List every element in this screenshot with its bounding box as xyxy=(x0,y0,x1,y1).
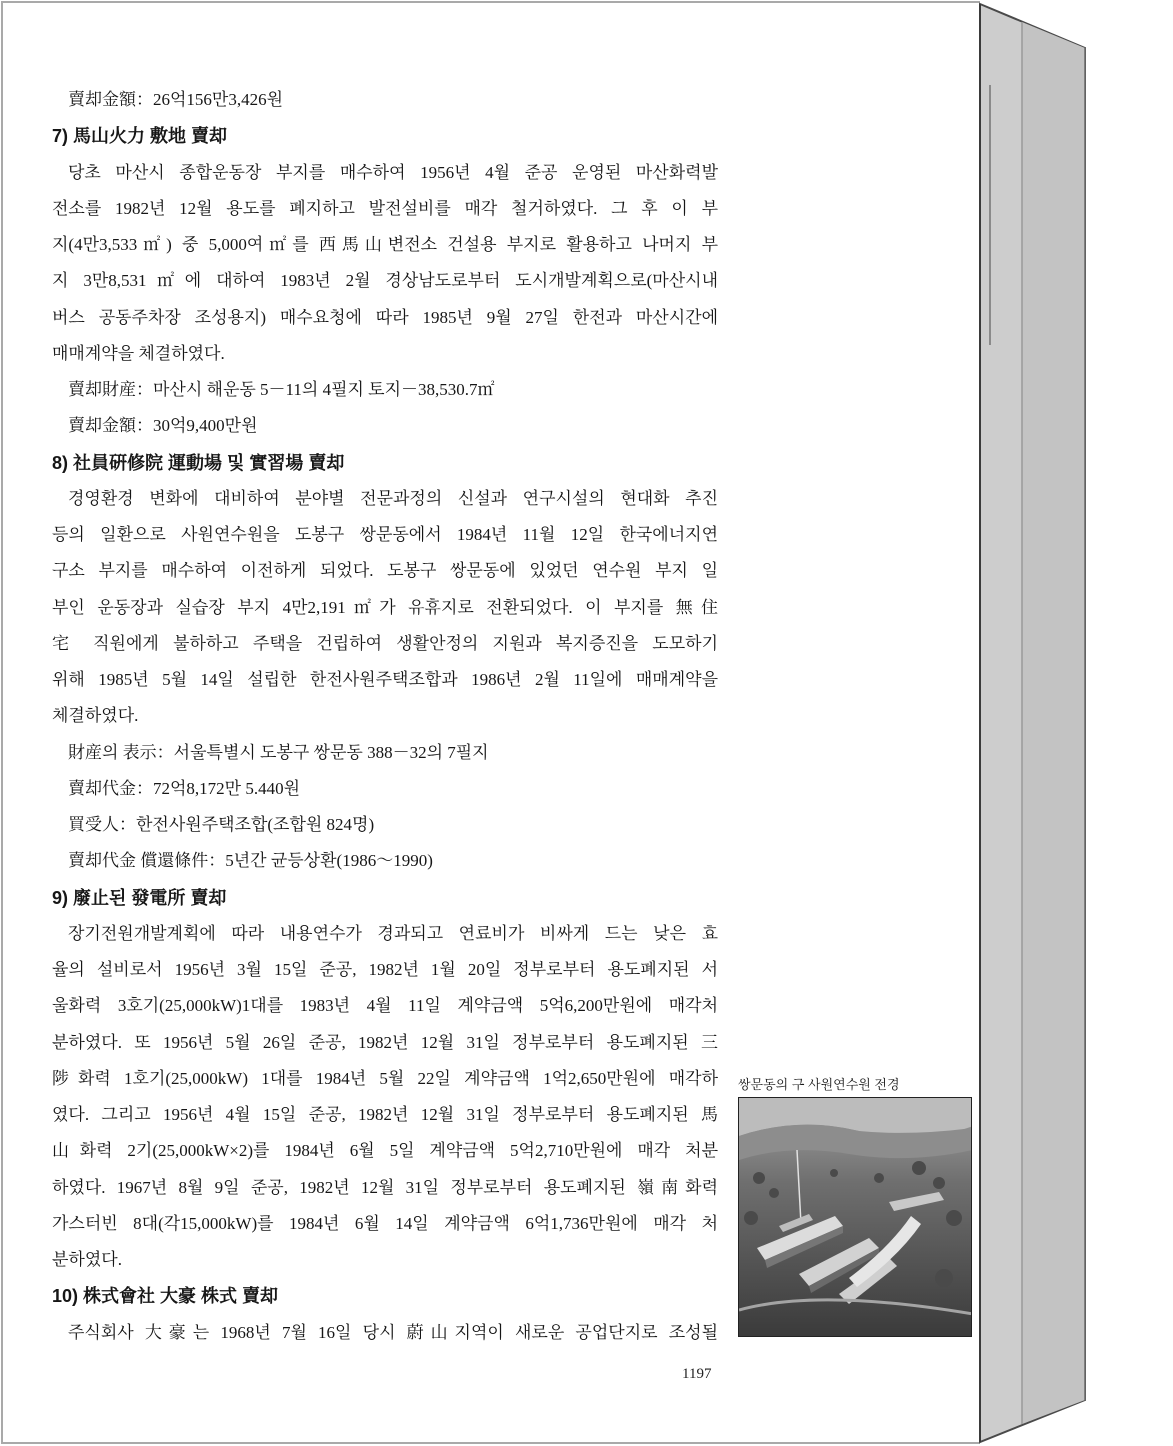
paragraph-line: 가스터빈 8대(각15,000kW)를 1984년 6월 14일 계약금액 6억1,736만원에 매각 처 xyxy=(52,1213,718,1233)
item-line: 賣却代金 償還條件：5년간 균등상환(1986～1990) xyxy=(68,851,433,871)
paragraph-line: 체결하였다. xyxy=(52,706,139,726)
section-heading: 10) 株式會社 大豪 株式 賣却 xyxy=(52,1286,279,1307)
paragraph-line: 등의 일환으로 사원연수원을 도봉구 쌍문동에서 1984년 11월 12일 한국에너지연 xyxy=(52,525,718,544)
paragraph-line: 지 3만8,531㎡에 대하여 1983년 2월 경상남도로부터 도시개발계획으로(마산시내 xyxy=(52,271,718,291)
paragraph-line: 경영환경 변화에 대비하여 분야별 전문과정의 신설과 연구시설의 현대화 추진 xyxy=(68,488,718,508)
paragraph-line: 구소 부지를 매수하여 이전하게 되었다. 도봉구 쌍문동에 있었던 연수원 부지 일 xyxy=(52,561,718,581)
paragraph-line: 위해 1985년 5월 14일 설립한 한전사원주택조합과 1986년 2월 11일에 매매계약을 xyxy=(52,670,718,689)
paragraph-line: 지(4만3,533㎡) 중 5,000여㎡를 西馬山변전소 건설용 부지로 활용하고 나머지 부 xyxy=(52,235,718,254)
item-line: 買受人：한전사원주택조합(조합원 824명) xyxy=(68,815,375,834)
item-line: 財産의 表示：서울특별시 도봉구 쌍문동 388－32의 7필지 xyxy=(68,742,489,762)
page-number: 1197 xyxy=(682,1366,712,1382)
item-line: 賣却金額：30억9,400만원 xyxy=(68,416,258,436)
item-line: 賣却金額：26억156만3,426원 xyxy=(68,90,284,109)
section-heading: 8) 社員硏修院 運動場 및 實習場 賣却 xyxy=(52,452,345,473)
paragraph-line: 매매계약을 체결하였다. xyxy=(52,343,225,363)
paragraph-line: 분하였다. 또 1956년 5월 26일 준공, 1982년 12월 31일 정부로부터 용도폐지된 三 xyxy=(52,1032,718,1052)
section-heading: 7) 馬山火力 敷地 賣却 xyxy=(52,126,228,147)
paragraph-line: 山화력 2기(25,000kW×2)를 1984년 6월 5일 계약금액 5억2,710만원에 매각 처분 xyxy=(52,1141,718,1161)
item-line: 賣却代金：72억8,172만 5.440원 xyxy=(68,778,301,798)
item-line: 賣却財産：마산시 해운동 5－11의 4필지 토지－38,530.7㎡ xyxy=(68,380,495,399)
paragraph-line: 버스 공동주차장 조성용지) 매수요청에 따라 1985년 9월 27일 한전과 마산시간에 xyxy=(52,307,718,327)
paragraph-line: 당초 마산시 종합운동장 부지를 매수하여 1956년 4월 준공 운영된 마산화력발 xyxy=(68,162,718,182)
paragraph-line: 율의 설비로서 1956년 3월 15일 준공, 1982년 1월 20일 정부로부터 용도폐지된 서 xyxy=(52,960,718,979)
paragraph-line: 였다. 그리고 1956년 4월 15일 준공, 1982년 12월 31일 정부로부터 용도폐지된 馬 xyxy=(52,1105,718,1124)
paragraph-line: 장기전원개발계획에 따라 내용연수가 경과되고 연료비가 비싸게 드는 낮은 효 xyxy=(68,923,718,943)
aerial-photo xyxy=(738,1097,972,1337)
paragraph-line: 분하였다. xyxy=(52,1250,122,1269)
photo-caption: 쌍문동의 구 사원연수원 전경 xyxy=(738,1077,900,1092)
paragraph-line: 전소를 1982년 12월 용도를 폐지하고 발전설비를 매각 철거하였다. 그 후 이 부 xyxy=(52,198,718,218)
paragraph-line: 부인 운동장과 실습장 부지 4만2,191㎡가 유휴지로 전환되었다. 이 부지를 無住 xyxy=(52,597,718,617)
body-text xyxy=(52,82,718,1351)
paragraph-line: 하였다. 1967년 8월 9일 준공, 1982년 12월 31일 정부로부터 용도폐지된 嶺南화력 xyxy=(52,1177,718,1197)
paragraph-line: 陟화력 1호기(25,000kW) 1대를 1984년 5월 22일 계약금액 1억2,650만원에 매각하 xyxy=(52,1068,718,1088)
paragraph-line: 울화력 3호기(25,000kW)1대를 1983년 4월 11일 계약금액 5억6,200만원에 매각처 xyxy=(52,996,718,1016)
paragraph-line: 주식회사 大豪는 1968년 7월 16일 당시 蔚山지역이 새로운 공업단지로 조성될 xyxy=(68,1322,718,1342)
section-heading: 9) 廢止된 發電所 賣却 xyxy=(52,887,227,908)
paragraph-line: 宅 직원에게 불하하고 주택을 건립하여 생활안정의 지원과 복지증진을 도모하기 xyxy=(52,633,718,653)
